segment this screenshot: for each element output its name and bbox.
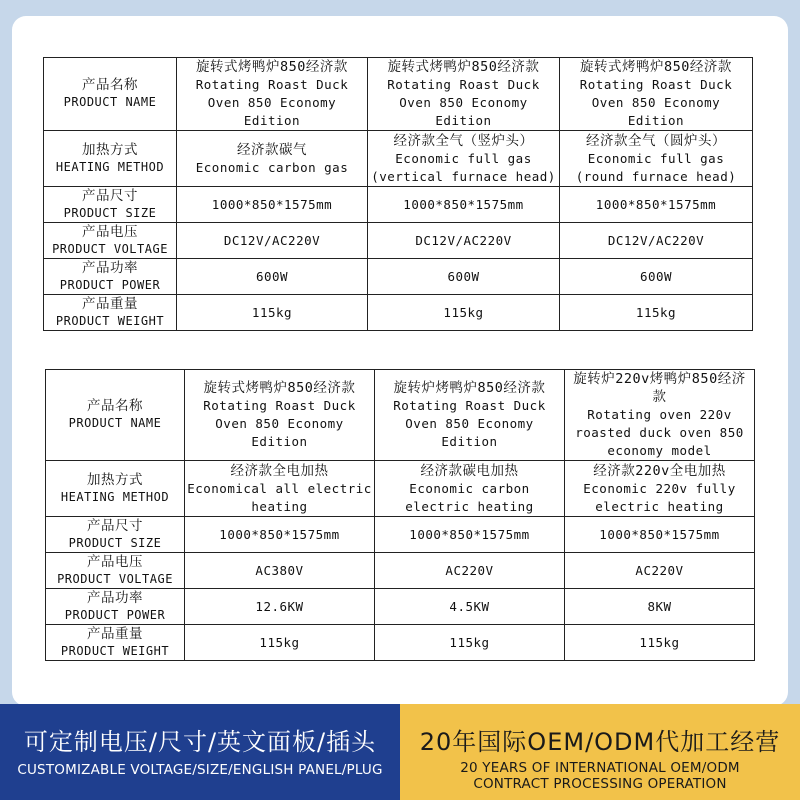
product-size-value: 1000*850*1575mm bbox=[375, 517, 565, 553]
row-label-product-power bbox=[46, 589, 185, 625]
heating-en: Economic carbon electric heating bbox=[405, 480, 534, 514]
table-row bbox=[46, 461, 755, 517]
table-row bbox=[44, 223, 753, 259]
table-row bbox=[46, 625, 755, 661]
table-row bbox=[44, 259, 753, 295]
product-power-value: 600W bbox=[177, 259, 368, 295]
heating-zh: 经济款全电加热 bbox=[230, 462, 329, 479]
product-name-cell bbox=[185, 370, 375, 461]
label-zh: 产品重量 bbox=[87, 625, 143, 642]
product-size-value: 1000*850*1575mm bbox=[177, 187, 368, 223]
label-en: PRODUCT VOLTAGE bbox=[57, 571, 173, 586]
label-en: PRODUCT SIZE bbox=[63, 205, 157, 220]
heating-method-cell bbox=[177, 131, 368, 187]
label-en: PRODUCT VOLTAGE bbox=[52, 241, 168, 256]
customization-subtitle: CUSTOMIZABLE VOLTAGE/SIZE/ENGLISH PANEL/PLUG bbox=[17, 762, 383, 778]
heating-zh: 经济款220v全电加热 bbox=[593, 462, 726, 479]
row-label-product-weight bbox=[44, 295, 177, 331]
product-name-en: Rotating oven 220v roasted duck oven 850 economy model bbox=[575, 407, 744, 458]
product-name-zh: 旋转炉烤鸭炉850经济款 bbox=[393, 380, 546, 396]
footer-banner bbox=[0, 704, 800, 800]
label-zh: 加热方式 bbox=[82, 141, 138, 158]
row-label-product-name bbox=[44, 58, 177, 131]
label-en: PRODUCT POWER bbox=[59, 277, 161, 292]
table-row bbox=[46, 517, 755, 553]
label-en: HEATING METHOD bbox=[60, 489, 170, 504]
label-en: PRODUCT NAME bbox=[68, 416, 162, 430]
heating-zh: 经济款全气（圆炉头） bbox=[586, 132, 726, 149]
spec-table-2 bbox=[45, 369, 755, 661]
product-voltage-value: AC380V bbox=[185, 553, 375, 589]
label-zh: 产品尺寸 bbox=[82, 187, 138, 204]
heating-method-cell bbox=[368, 131, 560, 187]
product-name-cell bbox=[375, 370, 565, 461]
heating-zh: 经济款全气（竖炉头） bbox=[393, 132, 534, 149]
heating-en: Economic 220v fully electric heating bbox=[583, 480, 736, 514]
oem-subtitle bbox=[400, 760, 800, 792]
product-name-zh: 旋转炉220v烤鸭炉850经济款 bbox=[573, 371, 746, 405]
row-label-heating-method bbox=[46, 461, 185, 517]
label-en: PRODUCT NAME bbox=[63, 95, 157, 109]
product-power-value: 4.5KW bbox=[375, 589, 565, 625]
product-weight-value: 115kg bbox=[375, 625, 565, 661]
table-row bbox=[44, 295, 753, 331]
spec-table-1 bbox=[43, 57, 753, 331]
label-en: PRODUCT WEIGHT bbox=[60, 643, 170, 658]
oem-subtitle-line-2: CONTRACT PROCESSING OPERATION bbox=[473, 776, 727, 792]
label-zh: 加热方式 bbox=[87, 471, 143, 488]
table-row bbox=[46, 589, 755, 625]
product-name-cell bbox=[560, 58, 753, 131]
product-power-value: 8KW bbox=[565, 589, 755, 625]
label-zh: 产品名称 bbox=[82, 77, 138, 93]
label-zh: 产品重量 bbox=[82, 295, 138, 312]
product-voltage-value: AC220V bbox=[565, 553, 755, 589]
product-voltage-value: DC12V/AC220V bbox=[368, 223, 560, 259]
label-zh: 产品电压 bbox=[82, 223, 138, 240]
customization-title: 可定制电压/尺寸/英文面板/插头 bbox=[23, 728, 377, 756]
product-voltage-value: AC220V bbox=[375, 553, 565, 589]
table-row bbox=[46, 553, 755, 589]
product-name-zh: 旋转式烤鸭炉850经济款 bbox=[203, 380, 356, 396]
customization-banner bbox=[0, 704, 400, 800]
product-name-cell bbox=[368, 58, 560, 131]
row-label-product-size bbox=[44, 187, 177, 223]
product-name-en: Rotating Roast Duck Oven 850 Economy Edition bbox=[579, 77, 733, 128]
product-power-value: 12.6KW bbox=[185, 589, 375, 625]
heating-zh: 经济款碳电加热 bbox=[420, 462, 519, 479]
heating-en: Economical all electric heating bbox=[187, 480, 372, 514]
table-row bbox=[44, 58, 753, 131]
oem-banner bbox=[400, 704, 800, 800]
label-zh: 产品尺寸 bbox=[87, 517, 143, 534]
heating-zh: 经济款碳气 bbox=[237, 141, 307, 158]
product-name-en: Rotating Roast Duck Oven 850 Economy Edition bbox=[393, 398, 546, 449]
heating-method-cell bbox=[185, 461, 375, 517]
product-weight-value: 115kg bbox=[560, 295, 753, 331]
row-label-product-size bbox=[46, 517, 185, 553]
product-name-zh: 旋转式烤鸭炉850经济款 bbox=[196, 59, 348, 75]
label-zh: 产品名称 bbox=[87, 398, 143, 414]
heating-method-cell bbox=[560, 131, 753, 187]
product-name-zh: 旋转式烤鸭炉850经济款 bbox=[580, 59, 732, 75]
product-size-value: 1000*850*1575mm bbox=[560, 187, 753, 223]
product-size-value: 1000*850*1575mm bbox=[565, 517, 755, 553]
label-zh: 产品功率 bbox=[87, 589, 143, 606]
product-power-value: 600W bbox=[560, 259, 753, 295]
product-size-value: 1000*850*1575mm bbox=[185, 517, 375, 553]
table-row bbox=[44, 187, 753, 223]
row-label-product-voltage bbox=[46, 553, 185, 589]
row-label-heating-method bbox=[44, 131, 177, 187]
heating-en: Economic carbon gas bbox=[195, 159, 349, 175]
table-row bbox=[46, 370, 755, 461]
product-size-value: 1000*850*1575mm bbox=[368, 187, 560, 223]
product-voltage-value: DC12V/AC220V bbox=[560, 223, 753, 259]
product-power-value: 600W bbox=[368, 259, 560, 295]
product-weight-value: 115kg bbox=[368, 295, 560, 331]
row-label-product-power bbox=[44, 259, 177, 295]
row-label-product-name bbox=[46, 370, 185, 461]
product-weight-value: 115kg bbox=[185, 625, 375, 661]
product-weight-value: 115kg bbox=[565, 625, 755, 661]
product-weight-value: 115kg bbox=[177, 295, 368, 331]
label-zh: 产品电压 bbox=[87, 553, 143, 570]
oem-subtitle-line-1: 20 YEARS OF INTERNATIONAL OEM/ODM bbox=[460, 760, 740, 776]
product-name-cell bbox=[565, 370, 755, 461]
label-en: PRODUCT WEIGHT bbox=[55, 313, 165, 328]
product-name-en: Rotating Roast Duck Oven 850 Economy Edition bbox=[387, 77, 540, 128]
table-row bbox=[44, 131, 753, 187]
label-en: HEATING METHOD bbox=[55, 159, 165, 174]
heating-method-cell bbox=[375, 461, 565, 517]
heating-en: Economic full gas (round furnace head) bbox=[575, 150, 737, 184]
heating-en: Economic full gas (vertical furnace head) bbox=[371, 150, 556, 184]
product-name-zh: 旋转式烤鸭炉850经济款 bbox=[387, 59, 540, 75]
product-name-en: Rotating Roast Duck Oven 850 Economy Edition bbox=[195, 77, 349, 128]
heating-method-cell bbox=[565, 461, 755, 517]
oem-title: 20年国际OEM/ODM代加工经营 bbox=[419, 728, 781, 756]
label-en: PRODUCT POWER bbox=[64, 607, 166, 622]
label-en: PRODUCT SIZE bbox=[68, 535, 162, 550]
row-label-product-voltage bbox=[44, 223, 177, 259]
product-name-en: Rotating Roast Duck Oven 850 Economy Edition bbox=[203, 398, 356, 449]
label-zh: 产品功率 bbox=[82, 259, 138, 276]
product-voltage-value: DC12V/AC220V bbox=[177, 223, 368, 259]
product-name-cell bbox=[177, 58, 368, 131]
row-label-product-weight bbox=[46, 625, 185, 661]
